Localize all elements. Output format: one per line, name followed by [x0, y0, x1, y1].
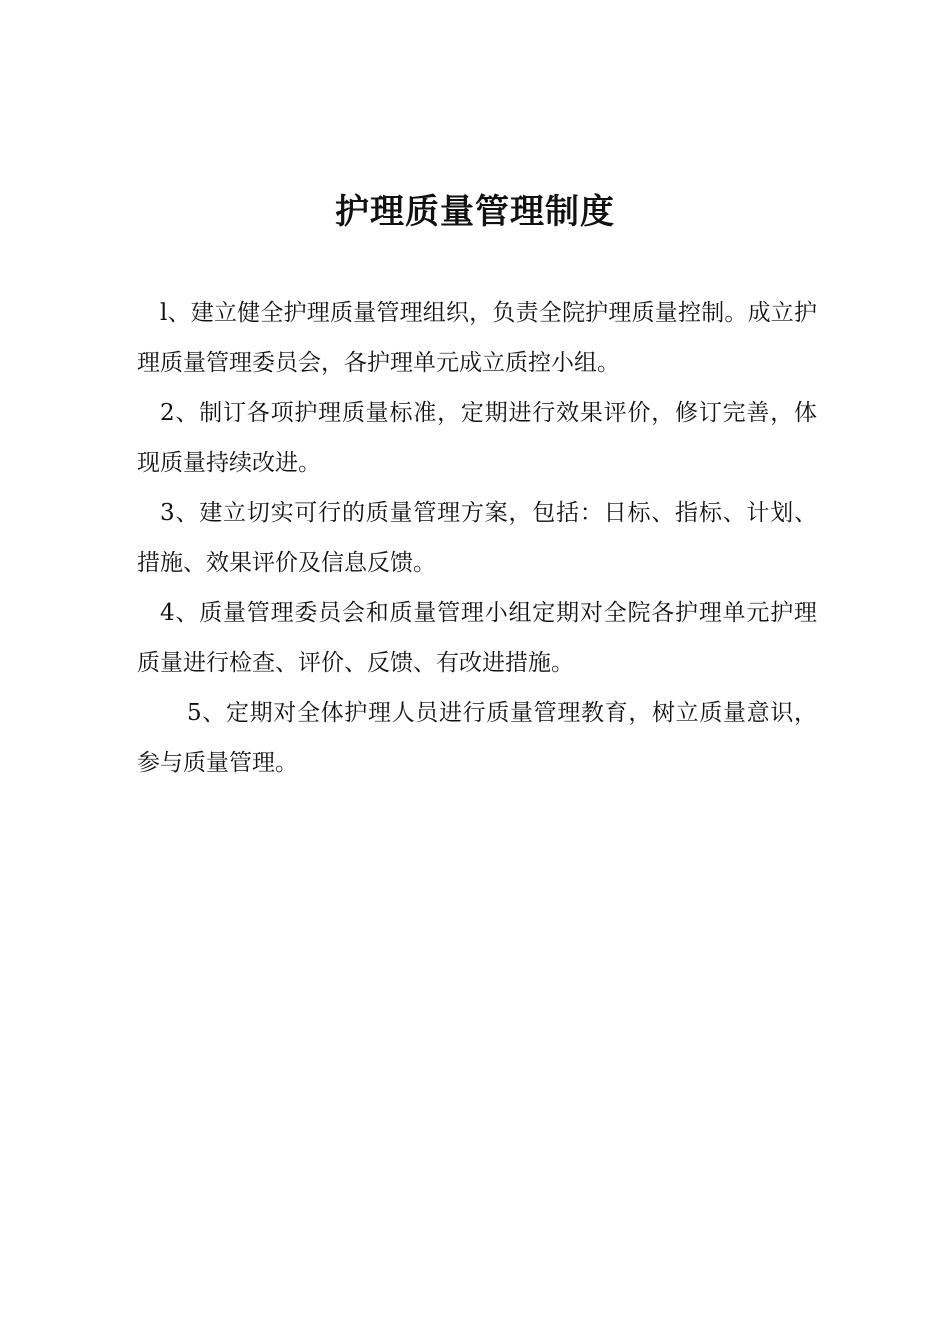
paragraph-4: 4、质量管理委员会和质量管理小组定期对全院各护理单元护理质量进行检查、评价、反馈、有改进措施。: [137, 600, 817, 676]
paragraph-3: 3、建立切实可行的质量管理方案，包括：日标、指标、计划、措施、效果评价及信息反馈。: [137, 500, 817, 576]
paragraph-5: 5、定期对全体护理人员进行质量管理教育，树立质量意识，参与质量管理。: [137, 700, 817, 776]
paragraph-2: 2、制订各项护理质量标准，定期进行效果评价，修订完善，体现质量持续改进。: [137, 400, 817, 476]
document-body: [137, 288, 817, 788]
paragraph-1: l、建立健全护理质量管理组织，负责全院护理质量控制。成立护理质量管理委员会，各护理单元成立质控小组。: [137, 300, 817, 376]
document-title: 护理质量管理制度: [335, 192, 615, 232]
